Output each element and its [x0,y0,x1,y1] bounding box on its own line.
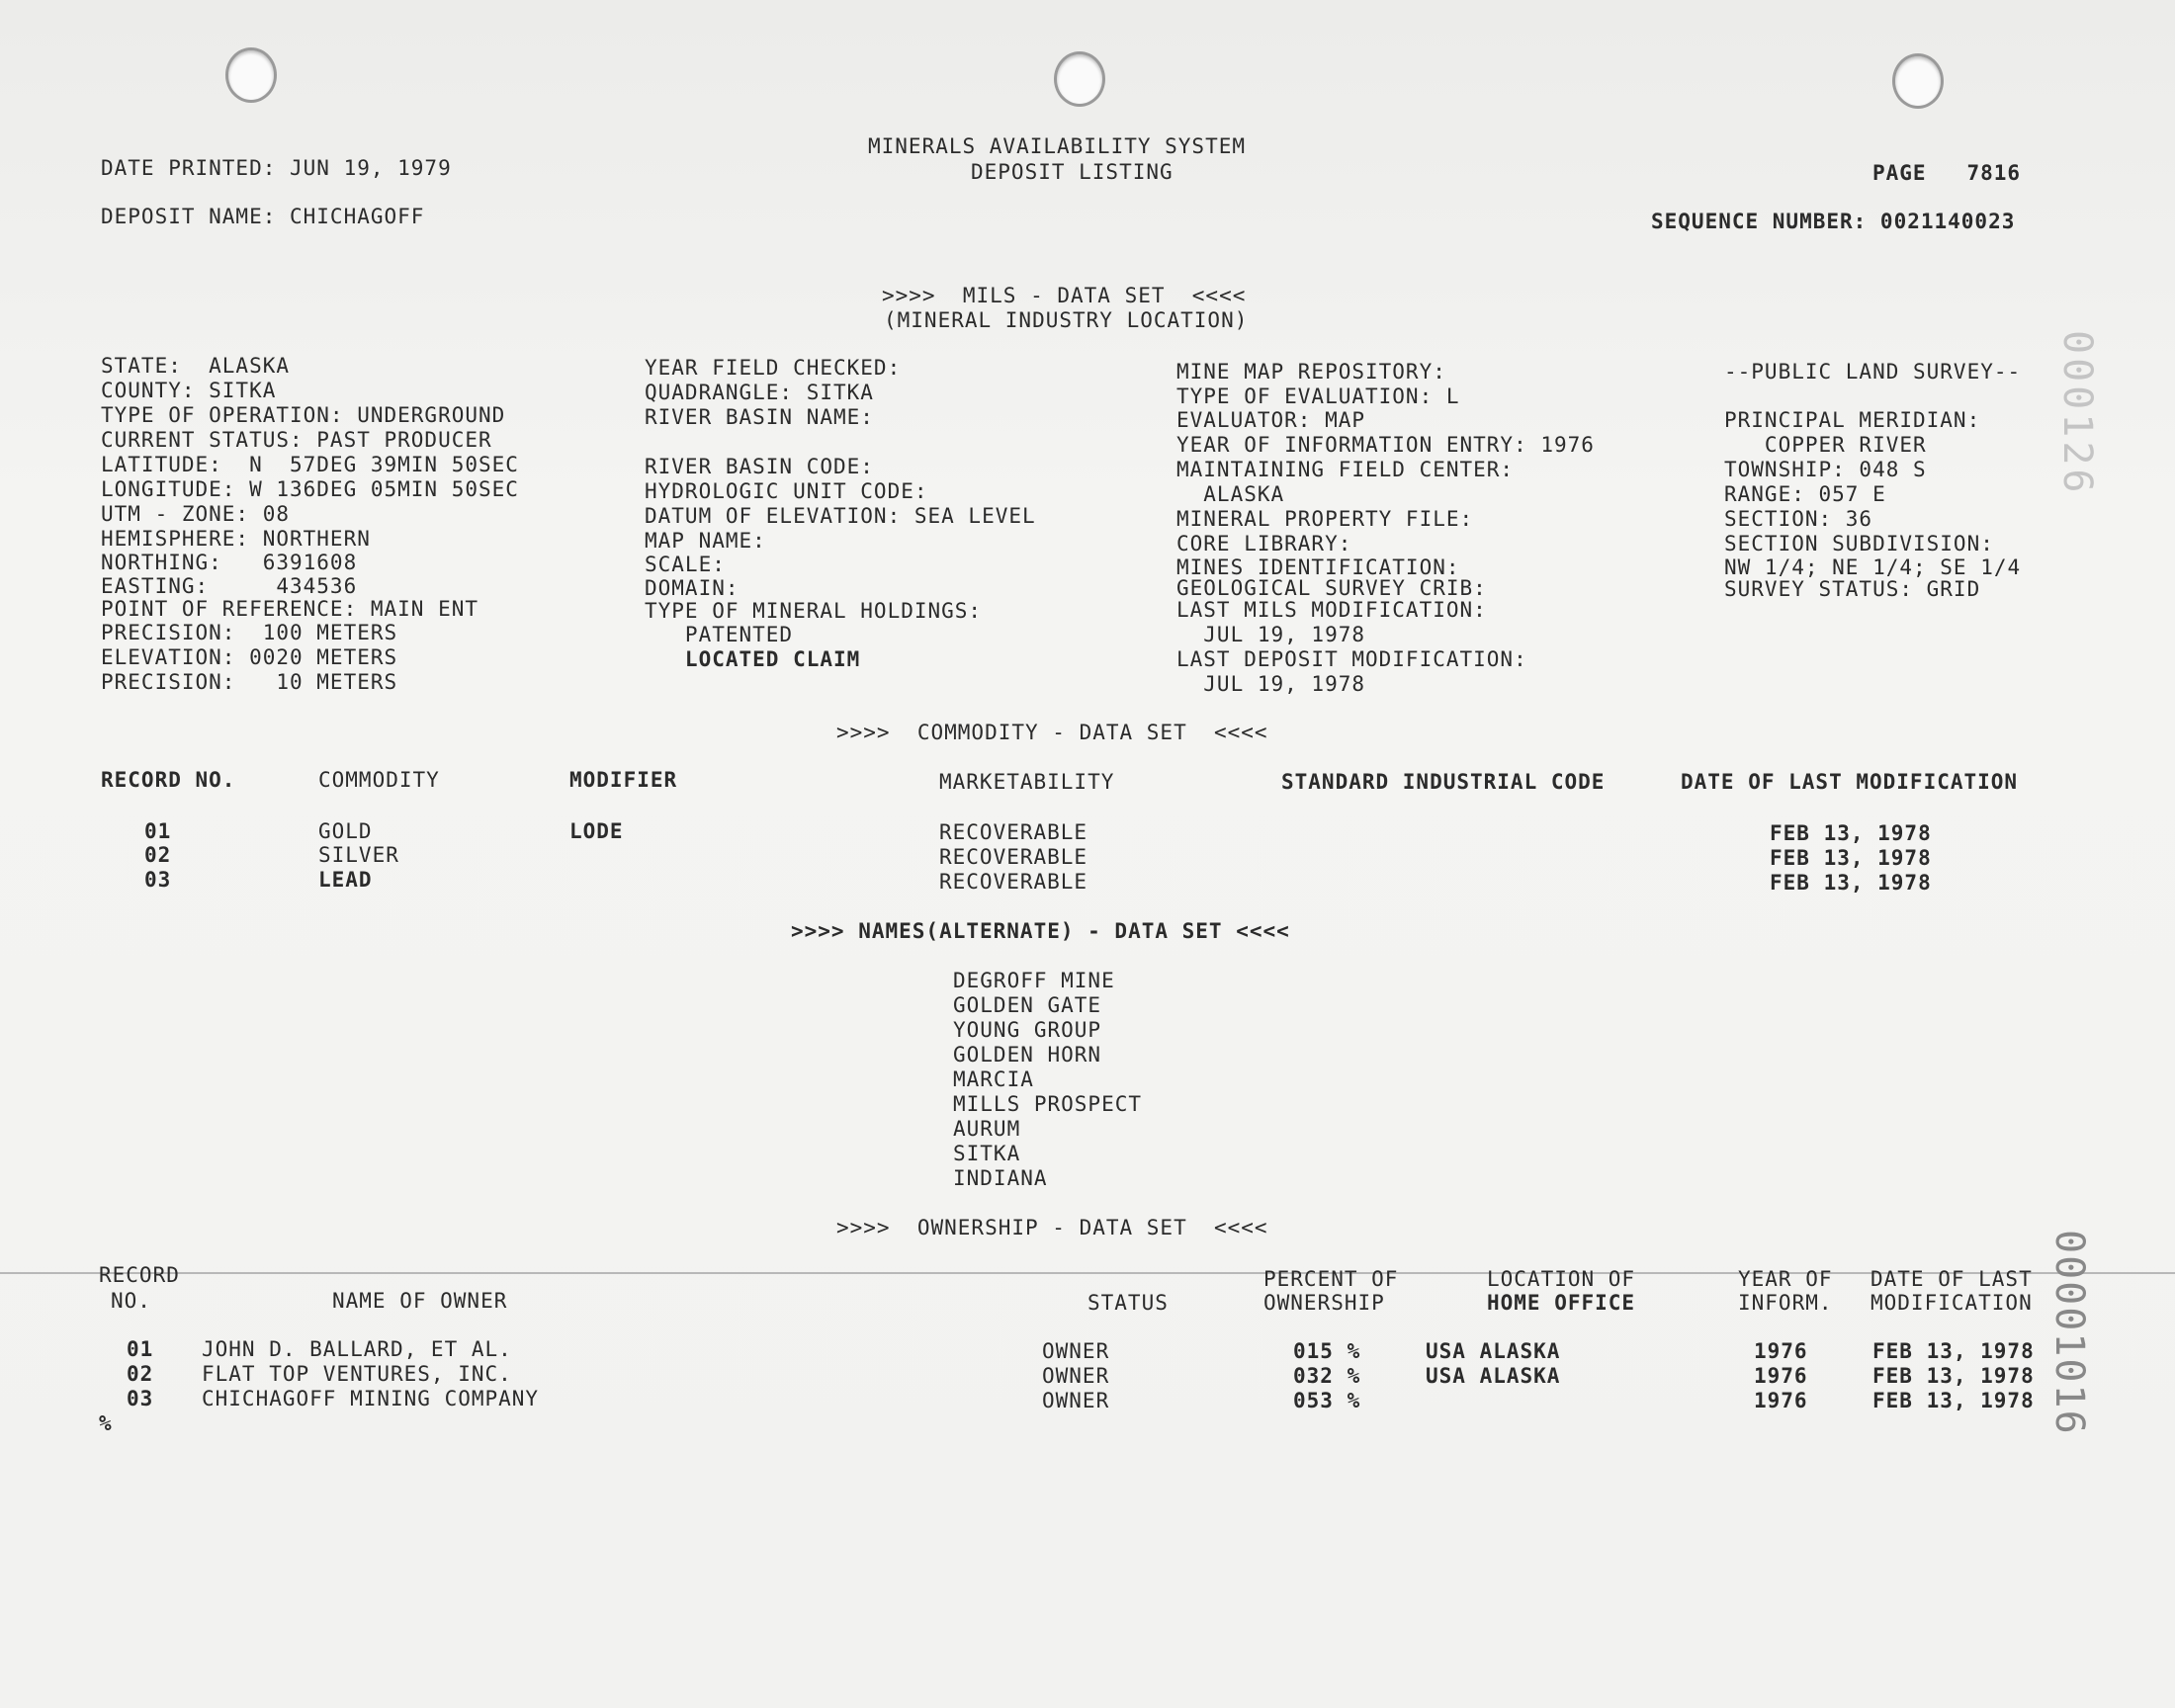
names-title: >>>> NAMES(ALTERNATE) - DATA SET <<<< [791,919,1290,943]
punch-hole-left [225,47,277,103]
owner-year: 1976 [1754,1364,1808,1388]
mils-field: LAST MILS MODIFICATION: [1176,598,1487,622]
mils-field: LATITUDE: N 57DEG 39MIN 50SEC [101,453,519,476]
list-item: SITKA [953,1142,1021,1165]
mils-field: SECTION SUBDIVISION: [1724,532,1994,555]
owner-name: JOHN D. BALLARD, ET AL. [202,1337,512,1361]
owner-status: OWNER [1042,1364,1110,1388]
commodity-name: SILVER [318,843,399,867]
owner-date: FEB 13, 1978 [1872,1389,2035,1412]
ownership-header-year: YEAR OF [1738,1267,1833,1291]
ownership-header-modification: MODIFICATION [1870,1291,2033,1315]
owner-date: FEB 13, 1978 [1872,1339,2035,1363]
mils-subtitle: (MINERAL INDUSTRY LOCATION) [884,308,1249,332]
mils-field: SURVEY STATUS: GRID [1724,577,1981,601]
ownership-header-name: NAME OF OWNER [332,1289,508,1313]
ownership-header-home-office: HOME OFFICE [1487,1291,1636,1315]
mils-field: MINERAL PROPERTY FILE: [1176,507,1474,531]
end-of-record-mark: % [99,1411,113,1435]
commodity-date: FEB 13, 1978 [1770,821,1932,845]
ownership-header-no: NO. [111,1289,151,1313]
mils-field: PRECISION: 100 METERS [101,621,398,644]
mils-field: LAST DEPOSIT MODIFICATION: [1176,647,1527,671]
mils-field: MINE MAP REPOSITORY: [1176,360,1446,384]
owner-year: 1976 [1754,1389,1808,1412]
mils-field: PRINCIPAL MERIDIAN: [1724,408,1981,432]
ownership-title: >>>> OWNERSHIP - DATA SET <<<< [836,1216,1268,1239]
list-item: DEGROFF MINE [953,969,1115,992]
commodity-title: >>>> COMMODITY - DATA SET <<<< [836,721,1268,744]
mils-field: COUNTY: SITKA [101,379,277,402]
mils-field: TOWNSHIP: 048 S [1724,458,1927,481]
commodity-header-commodity: COMMODITY [318,768,440,792]
owner-name: FLAT TOP VENTURES, INC. [202,1362,512,1386]
mils-field: DOMAIN: [645,576,740,600]
fold-line [0,1272,2175,1274]
commodity-record: 01 [144,819,172,843]
owner-record: 03 [127,1387,154,1410]
ownership-header-percent: PERCENT OF [1263,1267,1399,1291]
mils-field: CURRENT STATUS: PAST PRODUCER [101,428,492,452]
list-item: GOLDEN GATE [953,993,1102,1017]
owner-percent: 015 % [1293,1339,1361,1363]
mils-field: PRECISION: 10 METERS [101,670,398,694]
commodity-record: 03 [144,868,172,892]
owner-percent: 053 % [1293,1389,1361,1412]
mils-field: MINES IDENTIFICATION: [1176,555,1460,579]
margin-stamp-lower: 00001016 [2046,1230,2092,1436]
page-number: PAGE 7816 [1872,161,2022,185]
commodity-header-date: DATE OF LAST MODIFICATION [1681,770,2019,794]
mils-field: YEAR OF INFORMATION ENTRY: 1976 [1176,433,1595,457]
commodity-header-marketability: MARKETABILITY [939,770,1115,794]
mils-field: HYDROLOGIC UNIT CODE: [645,479,928,503]
mils-field: TYPE OF MINERAL HOLDINGS: [645,599,983,623]
list-item: INDIANA [953,1166,1048,1190]
commodity-header-modifier: MODIFIER [569,768,678,792]
mils-field: RIVER BASIN NAME: [645,405,874,429]
mils-field: MAP NAME: [645,529,766,553]
mils-field: TYPE OF OPERATION: UNDERGROUND [101,403,506,427]
commodity-header-sic: STANDARD INDUSTRIAL CODE [1281,770,1606,794]
commodity-modifier: LODE [569,819,624,843]
owner-record: 01 [127,1337,154,1361]
list-item: YOUNG GROUP [953,1018,1102,1042]
mils-field: DATUM OF ELEVATION: SEA LEVEL [645,504,1036,528]
owner-name: CHICHAGOFF MINING COMPANY [202,1387,540,1410]
mils-field: SECTION: 36 [1724,507,1873,531]
date-printed: DATE PRINTED: JUN 19, 1979 [101,156,452,180]
punch-hole-right [1892,53,1944,109]
mils-field: JUL 19, 1978 [1176,623,1366,646]
ownership-header-location: LOCATION OF [1487,1267,1636,1291]
sequence-number: SEQUENCE NUMBER: 0021140023 [1651,210,2016,233]
mils-field: NORTHING: 6391608 [101,551,358,574]
owner-percent: 032 % [1293,1364,1361,1388]
mils-field: RIVER BASIN CODE: [645,455,874,478]
list-item: AURUM [953,1117,1021,1141]
mils-field: MAINTAINING FIELD CENTER: [1176,458,1515,481]
commodity-marketability: RECOVERABLE [939,820,1088,844]
mils-field: EASTING: 434536 [101,574,358,598]
mils-field: ALASKA [1176,482,1285,506]
ownership-header-date: DATE OF LAST [1870,1267,2033,1291]
commodity-marketability: RECOVERABLE [939,845,1088,869]
mils-field: RANGE: 057 E [1724,482,1886,506]
mils-field: LOCATED CLAIM [645,647,861,671]
commodity-header-record: RECORD NO. [101,768,236,792]
mils-field: UTM - ZONE: 08 [101,502,291,526]
commodity-date: FEB 13, 1978 [1770,871,1932,895]
mils-field: STATE: ALASKA [101,354,291,378]
mils-field: CORE LIBRARY: [1176,532,1352,555]
owner-status: OWNER [1042,1389,1110,1412]
mils-field: COPPER RIVER [1724,433,1927,457]
ownership-header-inform: INFORM. [1738,1291,1833,1315]
mils-field: POINT OF REFERENCE: MAIN ENT [101,597,479,621]
mils-field: EVALUATOR: MAP [1176,408,1366,432]
deposit-name: DEPOSIT NAME: CHICHAGOFF [101,205,425,228]
mils-field: GEOLOGICAL SURVEY CRIB: [1176,576,1487,600]
mils-field: LONGITUDE: W 136DEG 05MIN 50SEC [101,477,519,501]
mils-title: >>>> MILS - DATA SET <<<< [882,284,1247,307]
system-title: MINERALS AVAILABILITY SYSTEM [868,134,1247,158]
mils-field: YEAR FIELD CHECKED: [645,356,902,380]
list-item: GOLDEN HORN [953,1043,1102,1067]
list-item: MARCIA [953,1068,1034,1091]
owner-date: FEB 13, 1978 [1872,1364,2035,1388]
mils-field: NW 1/4; NE 1/4; SE 1/4 [1724,555,2022,579]
mils-field: PATENTED [645,623,794,646]
punch-hole-center [1054,51,1105,107]
owner-year: 1976 [1754,1339,1808,1363]
list-item: MILLS PROSPECT [953,1092,1143,1116]
commodity-name: GOLD [318,819,373,843]
mils-field: JUL 19, 1978 [1176,672,1366,696]
public-land-survey-heading: --PUBLIC LAND SURVEY-- [1724,360,2022,384]
mils-field: QUADRANGLE: SITKA [645,381,874,404]
ownership-header-status: STATUS [1088,1291,1169,1315]
ownership-header-record: RECORD [99,1263,180,1287]
owner-record: 02 [127,1362,154,1386]
ownership-header-ownership: OWNERSHIP [1263,1291,1385,1315]
mils-field: HEMISPHERE: NORTHERN [101,527,371,551]
commodity-name: LEAD [318,868,373,892]
mils-field: ELEVATION: 0020 METERS [101,645,398,669]
margin-stamp-upper: 000126 [2054,330,2100,497]
mils-field: TYPE OF EVALUATION: L [1176,384,1460,408]
commodity-marketability: RECOVERABLE [939,870,1088,894]
owner-status: OWNER [1042,1339,1110,1363]
owner-location: USA ALASKA [1426,1339,1561,1363]
commodity-date: FEB 13, 1978 [1770,846,1932,870]
commodity-record: 02 [144,843,172,867]
mils-field: SCALE: [645,553,726,576]
owner-location: USA ALASKA [1426,1364,1561,1388]
listing-title: DEPOSIT LISTING [971,160,1174,184]
